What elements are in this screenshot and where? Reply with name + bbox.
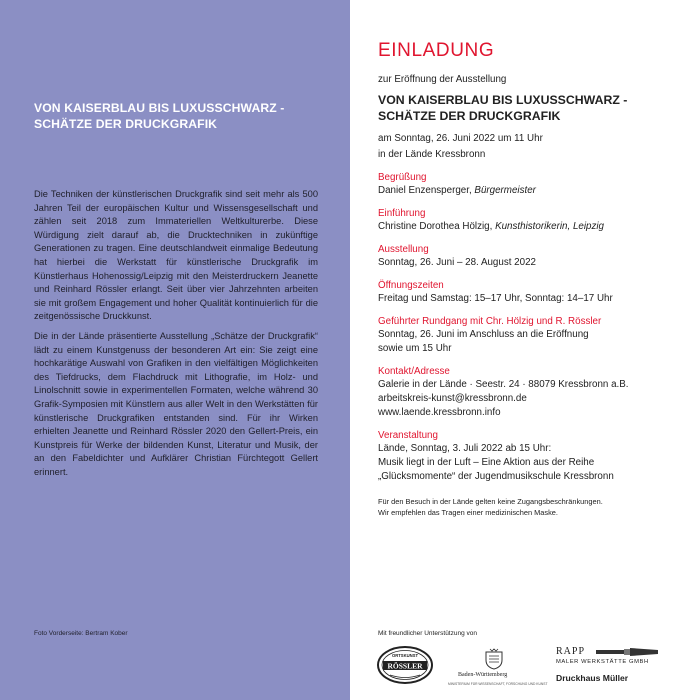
section-line: [378, 470, 688, 484]
event-sections: [378, 171, 688, 484]
right-content: [378, 40, 688, 518]
event-date-block: [378, 131, 688, 162]
roessler-top-text: ORTSKUNST: [391, 653, 419, 658]
coat-of-arms-icon: [482, 648, 506, 670]
bw-name: Baden-Württemberg: [458, 672, 508, 678]
section-line-text: Daniel Enzensperger,: [378, 185, 475, 196]
rapp-name: RAPP: [556, 646, 586, 657]
section-heading: Ausstellung: [378, 244, 429, 255]
section-line: [378, 342, 688, 356]
section-heading: Geführter Rundgang mit Chr. Hölzig und R. Rössler: [378, 316, 602, 327]
section-line-text: Freitag und Samstag: 15–17 Uhr, Sonntag: 14–17 Uhr: [378, 293, 613, 304]
event-location: in der Lände Kressbronn: [378, 148, 486, 160]
event-section: [378, 171, 688, 198]
brush-icon: [596, 646, 676, 658]
section-line-text: Sonntag, 26. Juni im Anschluss an die Eröffnung: [378, 329, 589, 340]
section-line-text: Christine Dorothea Hölzig,: [378, 221, 496, 232]
section-line: [378, 378, 688, 392]
section-line: [378, 442, 688, 456]
left-title: [34, 100, 324, 132]
section-line-text: Galerie in der Lände · Seestr. 24 · 88079 Kressbronn a.B.: [378, 379, 629, 390]
event-section: [378, 315, 688, 356]
section-heading: Begrüßung: [378, 172, 427, 183]
section-line-italic: Bürgermeister: [474, 185, 536, 196]
event-section: [378, 429, 688, 484]
visitor-notice: [378, 496, 688, 518]
section-line-italic: Kunsthistorikerin, Leipzig: [495, 221, 604, 232]
exhibition-title: [378, 92, 688, 124]
event-section: [378, 207, 688, 234]
section-line: [378, 220, 688, 234]
left-title-line2: SCHÄTZE DER DRUCKGRAFIK: [34, 117, 218, 131]
section-line: [378, 392, 688, 406]
event-section: [378, 279, 688, 306]
section-line-text: www.laende.kressbronn.info: [378, 407, 501, 418]
exhibition-title-line1: VON KAISERBLAU BIS LUXUSSCHWARZ -: [378, 93, 628, 107]
section-heading: Veranstaltung: [378, 430, 438, 441]
exhibition-title-line2: SCHÄTZE DER DRUCKGRAFIK: [378, 109, 561, 123]
left-paragraph-2: Die in der Lände präsentierte Ausstellung „Schätze der Druckgrafik“ lädt zu einem Kunstgenuss der besonderen Art ein: Sie zeigt eine hochkarätige Auswahl von Grafiken in den vielfältigen Möglichkeiten des Tiefdrucks, dem Flachdruck mit Lithografie, im Holz- und Linolschnitt sowie in experimentellen Formaten, welche während 30 Grafik-Symposien mit Künstlern aus aller Welt in den Werkstätten für künstlerische Druckgrafiken entstanden sind. Für ihr Wirken erhielten Jeanette und Reinhard Rössler 2020 den Gellert-Preis, ein Kunstpreis für Werke der bildenden Kunst, Literatur und Musik, der an den Fabeldichter und Aufklärer Christian Fürchtegott Gellert erinnert.: [34, 330, 318, 477]
bw-ministry: MINISTERIUM FÜR WISSENSCHAFT, FORSCHUNG UND KUNST: [448, 682, 548, 686]
section-line-text: Musik liegt in der Luft – Eine Aktion aus der Reihe: [378, 457, 595, 468]
event-section: [378, 365, 688, 420]
rapp-mueller-logo: [556, 646, 676, 690]
section-line: [378, 406, 688, 420]
left-paragraph-1: Die Techniken der künstlerischen Druckgrafik sind seit mehr als 500 Jahren Teil der europäischen Kultur und Wissensgesellschaft und zählen seit 2018 zum Immateriellen Weltkulturerbe. Diese Würdigung zielt darauf ab, die Drucktechniken in zukünftige Generationen zu tragen. Eine deutschlandweit einmalige Bedeutung hat hierbei die Werkstatt für künstlerische Druckgrafik im Künstlerhaus Hohenossig/Leipzig mit den Meisterdruckern Jeanette und Reinhard Rössler erlangt. Seit über vier Jahrzehnten arbeiten sie mit großem Engagement und hoher Qualität kontinuierlich für die zeitgenössische Druckkunst.: [34, 189, 318, 322]
section-heading: Einführung: [378, 208, 426, 219]
roessler-seal-icon: [376, 645, 434, 685]
section-line-text: Sonntag, 26. Juni – 28. August 2022: [378, 257, 536, 268]
notice-line-2: Wir empfehlen das Tragen einer medizinischen Maske.: [378, 508, 558, 517]
event-section: [378, 243, 688, 270]
invitation-subtitle: zur Eröffnung der Ausstellung: [378, 74, 507, 85]
roessler-name-text: RÖSSLER: [387, 661, 423, 671]
roessler-logo: [376, 645, 434, 685]
photo-credit: Foto Vorderseite: Bertram Kober: [34, 630, 128, 637]
section-heading: Kontakt/Adresse: [378, 366, 450, 377]
section-line-text: sowie um 15 Uhr: [378, 343, 452, 354]
invitation-heading: EINLADUNG: [378, 40, 495, 61]
section-line: [378, 292, 688, 306]
left-title-line1: VON KAISERBLAU BIS LUXUSSCHWARZ -: [34, 101, 285, 115]
section-line: [378, 256, 688, 270]
section-line: [378, 184, 688, 198]
event-date: am Sonntag, 26. Juni 2022 um 11 Uhr: [378, 133, 543, 144]
left-body: [34, 188, 318, 485]
section-line: [378, 328, 688, 342]
baden-wuerttemberg-logo: [448, 648, 550, 692]
right-panel: [350, 0, 700, 700]
notice-line-1: Für den Besuch in der Lände gelten keine Zugangsbeschränkungen.: [378, 497, 603, 506]
section-heading: Öffnungszeiten: [378, 280, 444, 291]
section-line-text: arbeitskreis-kunst@kressbronn.de: [378, 393, 527, 404]
section-line-text: Lände, Sonntag, 3. Juli 2022 ab 15 Uhr:: [378, 443, 552, 454]
mueller-name: Druckhaus Müller: [556, 673, 629, 683]
section-line-text: „Glücksmomente“ der Jugendmusikschule Kressbronn: [378, 471, 614, 482]
section-line: [378, 456, 688, 470]
maler-name: MALER WERKSTÄTTE GMBH: [556, 659, 649, 665]
support-label: Mit freundlicher Unterstützung von: [378, 630, 477, 637]
